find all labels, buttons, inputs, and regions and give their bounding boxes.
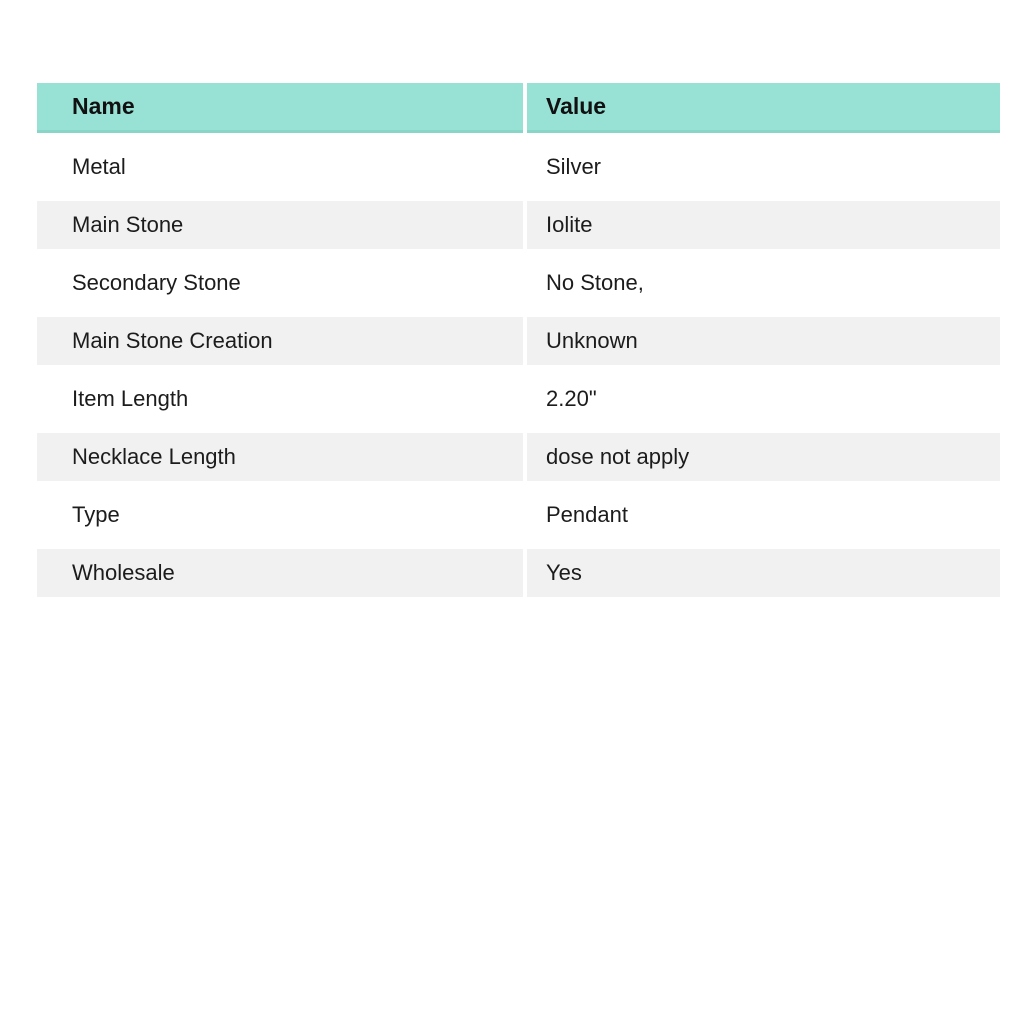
table-row bbox=[37, 259, 1000, 307]
attribute-name-cell: Item Length bbox=[37, 375, 523, 423]
attribute-value-cell: Yes bbox=[527, 549, 1000, 597]
attribute-value-cell: No Stone, bbox=[527, 259, 1000, 307]
attribute-value-cell: Silver bbox=[527, 143, 1000, 191]
product-attributes-table bbox=[37, 83, 1000, 597]
attribute-name-cell: Necklace Length bbox=[37, 433, 523, 481]
table-row bbox=[37, 375, 1000, 423]
attribute-name-cell: Type bbox=[37, 491, 523, 539]
attribute-name-cell: Secondary Stone bbox=[37, 259, 523, 307]
attribute-value-cell: Pendant bbox=[527, 491, 1000, 539]
attribute-name-cell: Main Stone Creation bbox=[37, 317, 523, 365]
attribute-value-cell: Unknown bbox=[527, 317, 1000, 365]
table-row bbox=[37, 143, 1000, 191]
table-row bbox=[37, 491, 1000, 539]
attribute-name-cell: Wholesale bbox=[37, 549, 523, 597]
table-row bbox=[37, 317, 1000, 365]
table-row bbox=[37, 549, 1000, 597]
table-header-row bbox=[37, 83, 1000, 133]
table-row bbox=[37, 433, 1000, 481]
attribute-name-cell: Metal bbox=[37, 143, 523, 191]
column-header-value bbox=[527, 83, 1000, 133]
attribute-value-cell: 2.20" bbox=[527, 375, 1000, 423]
column-header-name-label: Name bbox=[72, 93, 135, 119]
table-row bbox=[37, 201, 1000, 249]
column-header-value-label: Value bbox=[546, 93, 607, 119]
column-header-name bbox=[37, 83, 523, 133]
attribute-name-cell: Main Stone bbox=[37, 201, 523, 249]
attribute-value-cell: Iolite bbox=[527, 201, 1000, 249]
attribute-value-cell: dose not apply bbox=[527, 433, 1000, 481]
